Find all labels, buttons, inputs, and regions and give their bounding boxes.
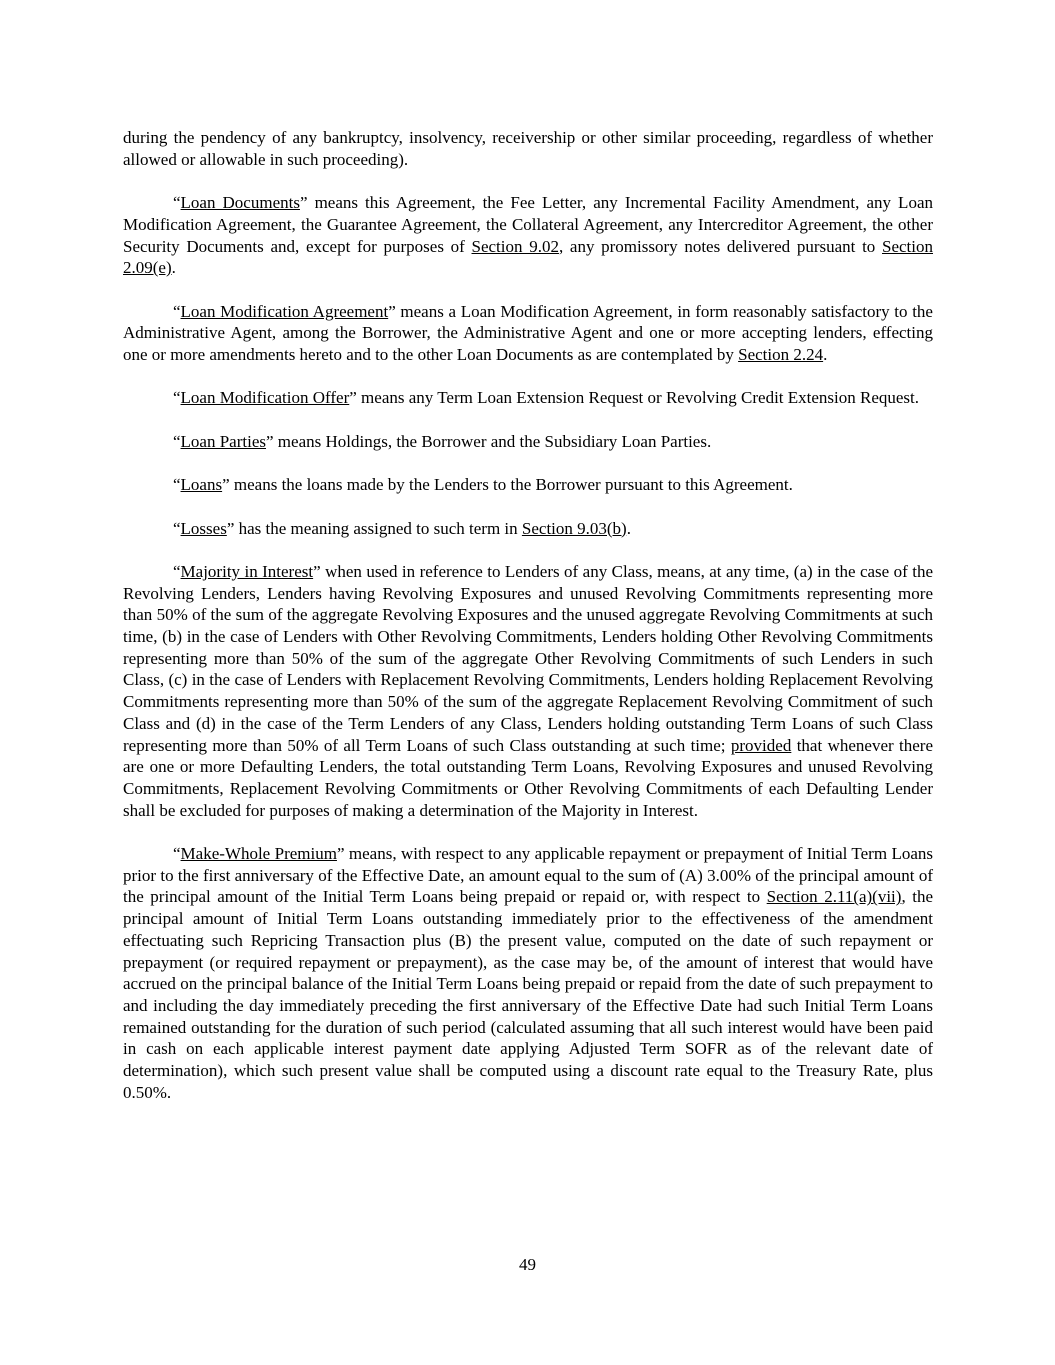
quote-mark: “	[173, 561, 181, 581]
section-reference-2-24: Section 2.24	[738, 345, 824, 364]
section-reference-2-09-e: Section 2.09(e)	[123, 236, 933, 278]
paragraph-text: .	[171, 258, 176, 278]
paragraph-text: .	[626, 518, 631, 538]
paragraph-text: ” means the loans made by the Lenders to the Borrower pursuant to this Agreement.	[222, 475, 793, 495]
defined-term-losses: Losses	[180, 518, 227, 538]
paragraph-text: ” means, with respect to any applicable repayment or prepayment of Initial Term Loans prior to the first anniversary of the Effective Date, an amount equal to the sum of (A) 3.00% of the principal amount of the principal amount of the Initial Term Loans being prepaid or repaid or, with respect to	[123, 844, 933, 907]
quote-mark: “	[173, 388, 181, 408]
defined-term-loan-modification-offer: Loan Modification Offer	[180, 388, 350, 408]
paragraph-text: during the pendency of any bankruptcy, insolvency, receivership or other similar proceeding, regardless of whether allowed or allowable in such proceeding).	[123, 128, 933, 169]
proviso-keyword: provided	[730, 735, 792, 755]
paragraph-text: ” means any Term Loan Extension Request or Revolving Credit Extension Request.	[349, 388, 920, 408]
paragraph-text: ” means this Agreement, the Fee Letter, any Incremental Facility Amendment, any Loan Modification Agreement, the Guarantee Agreement, the Collateral Agreement, any Intercreditor Agreement, the other Security Documents and, except for purposes of	[123, 193, 933, 256]
page-number: 49	[519, 1255, 536, 1274]
definition-make-whole-premium	[123, 843, 933, 1103]
paragraph-continuation	[123, 127, 933, 170]
quote-mark: “	[173, 518, 181, 538]
paragraph-text: ” when used in reference to Lenders of any Class, means, at any time, (a) in the case of the Revolving Lenders, Lenders having Revolving Exposures and unused Revolving Commitments representing more than 50% of the sum of the aggregate Revolving Exposures and the unused aggregate Revolving Commitments at such time, (b) in the case of Lenders with Other Revolving Commitments, Lenders holding Other Revolving Commitments representing more than 50% of the sum of the aggregate Other Revolving Commitments of such Lenders in such Class, (c) in the case of Lenders with Replacement Revolving Commitments, Lenders holding Replacement Revolving Commitments representing more than 50% of the sum of the aggregate Replacement Revolving Commitment of such Class and (d) in the case of the Term Lenders of any Class, Lenders holding outstanding Term Loans of such Class representing more than 50% of all Term Loans of such Class outstanding at such time;	[123, 561, 933, 755]
definition-loan-parties	[123, 431, 933, 453]
definition-loan-modification-offer	[123, 387, 933, 409]
paragraph-text: .	[823, 345, 828, 364]
paragraph-text: ” has the meaning assigned to such term in	[226, 518, 522, 538]
definition-loan-modification-agreement	[123, 301, 933, 366]
defined-term-loan-documents: Loan Documents	[180, 193, 300, 213]
quote-mark: “	[173, 193, 181, 213]
quote-mark: “	[173, 431, 181, 451]
defined-term-loans: Loans	[180, 475, 223, 495]
definition-loans	[123, 474, 933, 496]
quote-mark: “	[173, 475, 181, 495]
paragraph-text: ” means a Loan Modification Agreement, in form reasonably satisfactory to the Administrative Agent, among the Borrower, the Administrative Agent and one or more accepting lenders, effecting one or more amendments hereto and to the other Loan Documents as are contemplated by	[123, 301, 933, 364]
defined-term-majority-in-interest: Majority in Interest	[180, 561, 314, 581]
defined-term-loan-parties: Loan Parties	[180, 431, 266, 451]
section-reference-9-03-b: Section 9.03(b)	[521, 518, 627, 538]
paragraph-text: that whenever there are one or more Defaulting Lenders, the total outstanding Term Loans, Revolving Exposures and unused Revolving Commitments, Replacement Revolving Commitments or Other Revolving Commitments of each Defaulting Lender shall be excluded for purposes of making a determination of the Majority in Interest.	[123, 735, 933, 820]
section-reference-2-11-a-vii: Section 2.11(a)(vii)	[766, 887, 902, 907]
definition-loan-documents	[123, 192, 933, 279]
defined-term-make-whole-premium: Make-Whole Premium	[180, 844, 337, 864]
section-reference-9-02: Section 9.02	[471, 236, 559, 256]
paragraph-text: , any promissory notes delivered pursuant to	[558, 236, 882, 256]
paragraph-text: , the principal amount of Initial Term Loans outstanding immediately prior to the effectiveness of the amendment effectuating such Repricing Transaction plus (B) the present value, computed on the date of such repayment or prepayment (or required repayment or prepayment), as the case may be, of the amount of interest that would have accrued on the principal balance of the Initial Term Loans being prepaid or repaid from the date of such prepayment to and including the day immediately preceding the first anniversary of the Effective Date had such Initial Term Loans remained outstanding for the duration of such period (calculated assuming that all such interest would have been paid in cash on each applicable interest payment date applying Adjusted Term SOFR as of the relevant date of determination), which such present value shall be computed using a discount rate equal to the Treasury Rate, plus 0.50%.	[123, 887, 933, 1102]
quote-mark: “	[173, 301, 181, 321]
definition-majority-in-interest	[123, 561, 933, 821]
definition-losses	[123, 518, 933, 540]
defined-term-loan-modification-agreement: Loan Modification Agreement	[180, 301, 389, 321]
quote-mark: “	[173, 844, 181, 864]
paragraph-text: ” means Holdings, the Borrower and the Subsidiary Loan Parties.	[266, 431, 712, 451]
